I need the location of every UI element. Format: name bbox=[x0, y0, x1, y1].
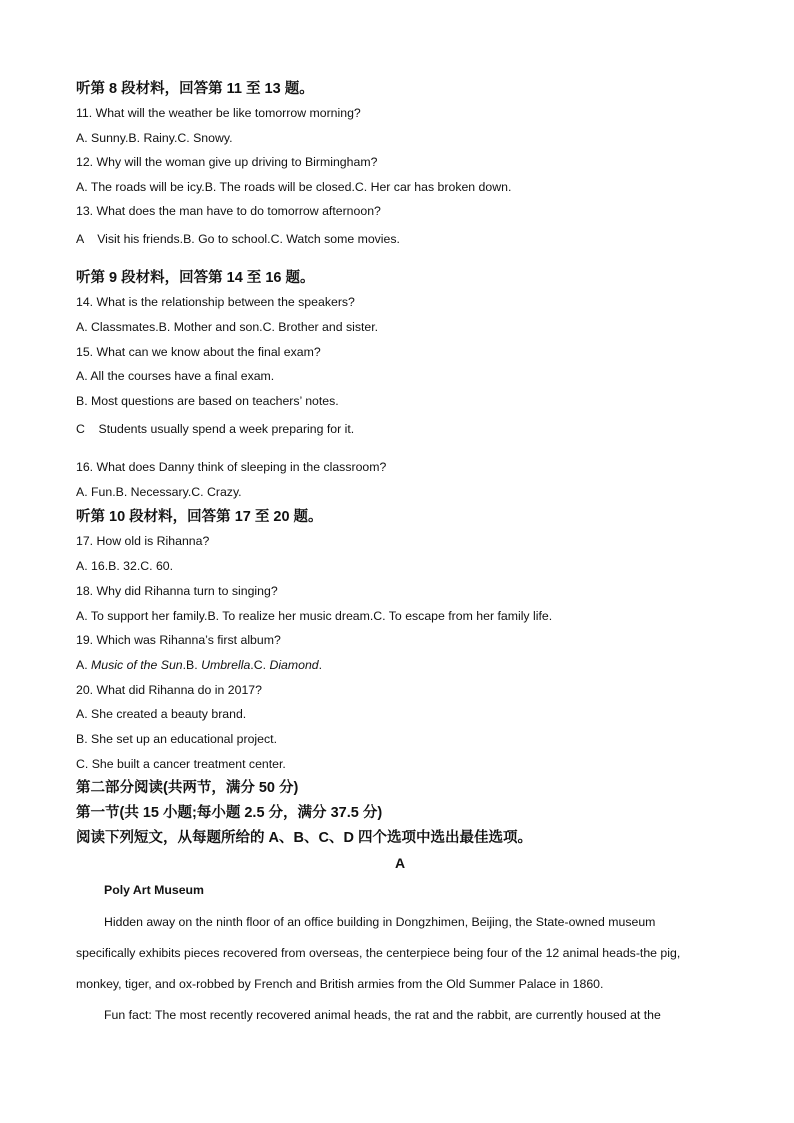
question-12-options: A. The roads will be icy.B. The roads will be closed.C. Her car has broken down. bbox=[76, 180, 512, 194]
passage-title: Poly Art Museum bbox=[104, 883, 204, 897]
question-19: 19. Which was Rihanna’s first album? bbox=[76, 633, 281, 647]
question-16: 16. What does Danny think of sleeping in the classroom? bbox=[76, 460, 387, 474]
question-15: 15. What can we know about the final exam? bbox=[76, 345, 321, 359]
paragraph-1-line-1: Hidden away on the ninth floor of an office building in Dongzhimen, Beijing, the State-owned museum bbox=[104, 915, 656, 929]
question-12: 12. Why will the woman give up driving to Birmingham? bbox=[76, 155, 378, 169]
section-9-heading: 听第 9 段材料，回答第 14 至 16 题。 bbox=[76, 270, 315, 286]
q19-prefix-a: A. bbox=[76, 658, 92, 672]
question-13-options: A Visit his friends.B. Go to school.C. Watch some movies. bbox=[76, 232, 400, 246]
q19-title-b: Umbrella bbox=[201, 658, 251, 672]
q19-prefix-c: .C. bbox=[250, 658, 270, 672]
question-15-option-c: C Students usually spend a week preparing for it. bbox=[76, 422, 355, 436]
question-15-option-a: A. All the courses have a final exam. bbox=[76, 369, 275, 383]
question-14-options: A. Classmates.B. Mother and son.C. Brother and sister. bbox=[76, 320, 379, 334]
question-20-option-a: A. She created a beauty brand. bbox=[76, 707, 247, 721]
paragraph-1-line-3: monkey, tiger, and ox-robbed by French and British armies from the Old Summer Palace in 1860. bbox=[76, 977, 604, 991]
question-11-options: A. Sunny.B. Rainy.C. Snowy. bbox=[76, 131, 233, 145]
question-14: 14. What is the relationship between the speakers? bbox=[76, 295, 355, 309]
question-20-option-c: C. She built a cancer treatment center. bbox=[76, 757, 286, 771]
part-2-heading: 第二部分阅读(共两节，满分 50 分) bbox=[76, 780, 299, 796]
section-10-heading: 听第 10 段材料，回答第 17 至 20 题。 bbox=[76, 509, 323, 525]
question-18: 18. Why did Rihanna turn to singing? bbox=[76, 584, 278, 598]
q19-title-a: Music of the Sun bbox=[91, 658, 183, 672]
question-18-options: A. To support her family.B. To realize her music dream.C. To escape from her family life. bbox=[76, 609, 553, 623]
paragraph-1-line-2: specifically exhibits pieces recovered from overseas, the centerpiece being four of the 12 animal heads-the pig, bbox=[76, 946, 681, 960]
question-15-option-b: B. Most questions are based on teachers’ notes. bbox=[76, 394, 339, 408]
question-11: 11. What will the weather be like tomorrow morning? bbox=[76, 106, 361, 120]
question-20-option-b: B. She set up an educational project. bbox=[76, 732, 277, 746]
q19-prefix-b: .B. bbox=[182, 658, 202, 672]
question-16-options: A. Fun.B. Necessary.C. Crazy. bbox=[76, 485, 242, 499]
q19-title-c: Diamond bbox=[269, 658, 319, 672]
question-20: 20. What did Rihanna do in 2017? bbox=[76, 683, 262, 697]
question-17-options: A. 16.B. 32.C. 60. bbox=[76, 559, 174, 573]
passage-letter: A bbox=[394, 855, 406, 871]
part-2-section-1-heading: 第一节(共 15 小题;每小题 2.5 分，满分 37.5 分) bbox=[76, 805, 383, 821]
paragraph-2-line-1: Fun fact: The most recently recovered animal heads, the rat and the rabbit, are currently housed at the bbox=[104, 1008, 661, 1022]
question-17: 17. How old is Rihanna? bbox=[76, 534, 210, 548]
section-8-heading: 听第 8 段材料，回答第 11 至 13 题。 bbox=[76, 81, 314, 97]
question-19-options bbox=[76, 657, 322, 673]
reading-instruction: 阅读下列短文，从每题所给的 A、B、C、D 四个选项中选出最佳选项。 bbox=[76, 830, 532, 846]
q19-end: . bbox=[318, 658, 323, 672]
question-13: 13. What does the man have to do tomorrow afternoon? bbox=[76, 204, 381, 218]
